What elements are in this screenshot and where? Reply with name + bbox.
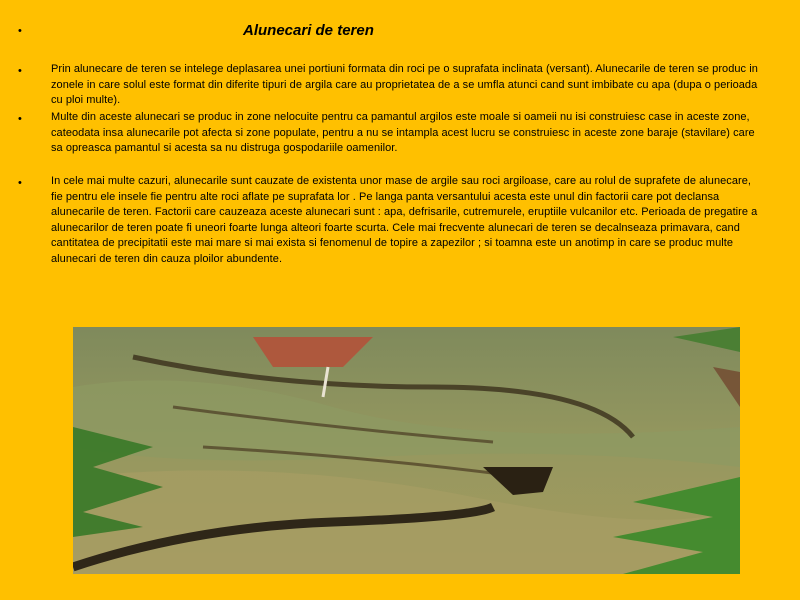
bullet-marker: • (18, 25, 22, 37)
slide-title: Alunecari de teren (243, 22, 374, 39)
paragraph-definition: Prin alunecare de teren se intelege deplasarea unei portiuni formata din roci pe o suprafata inclinata (versant). Alunecarile de teren se produc in zonele in care solul este format din diferite tipuri de argila care au proprietatea de a se umfla atunci cand sunt imbibate cu apa (dupa o perioada cu ploi multe). (51, 63, 758, 106)
title-row (0, 22, 800, 42)
bullet-marker: • (18, 177, 22, 189)
landslide-photo (73, 327, 740, 574)
paragraph-causes: In cele mai multe cazuri, alunecarile sunt cauzate de existenta unor mase de argile sau roci argiloase, care au rolul de suprafete de alunecare, fie pentru ele insele fie pentru alte roci aflate pe suprafata lor . Pe langa panta versantului acesta este unul din factorii care pot declansa alunecarile de teren. Factorii care cauzeaza aceste alunecari sunt : apa, defrisarile, cutremurele, eruptiile vulcanilor etc. Perioada de pregatire a alunecarilor de teren poate fi uneori foarte lunga alteori foarte scurta. Cele mai frecvente alunecari de teren se decalnseaza primavara, cand cantitatea de precipitatii este mai mare si mai exista si fenomenul de topire a zapezilor ; si toamna este un anotimp in care se produc multe alunecari de teren din cauza ploilor abundente. (51, 175, 758, 265)
bullet-marker: • (18, 65, 22, 77)
bullet-marker: • (18, 113, 22, 125)
paragraph-locations: Multe din aceste alunecari se produc in zone nelocuite pentru ca pamantul argilos este moale si oameii nu isi construiesc case in aceste zone, cateodata insa alunecarile pot afecta si zone populate, pentru a nu se intampla acest lucru se construiesc in aceste zone baraje (stavilare) care sa opreasca pamantul si acesta sa nu distruga gospodariile oamenilor. (51, 111, 755, 154)
